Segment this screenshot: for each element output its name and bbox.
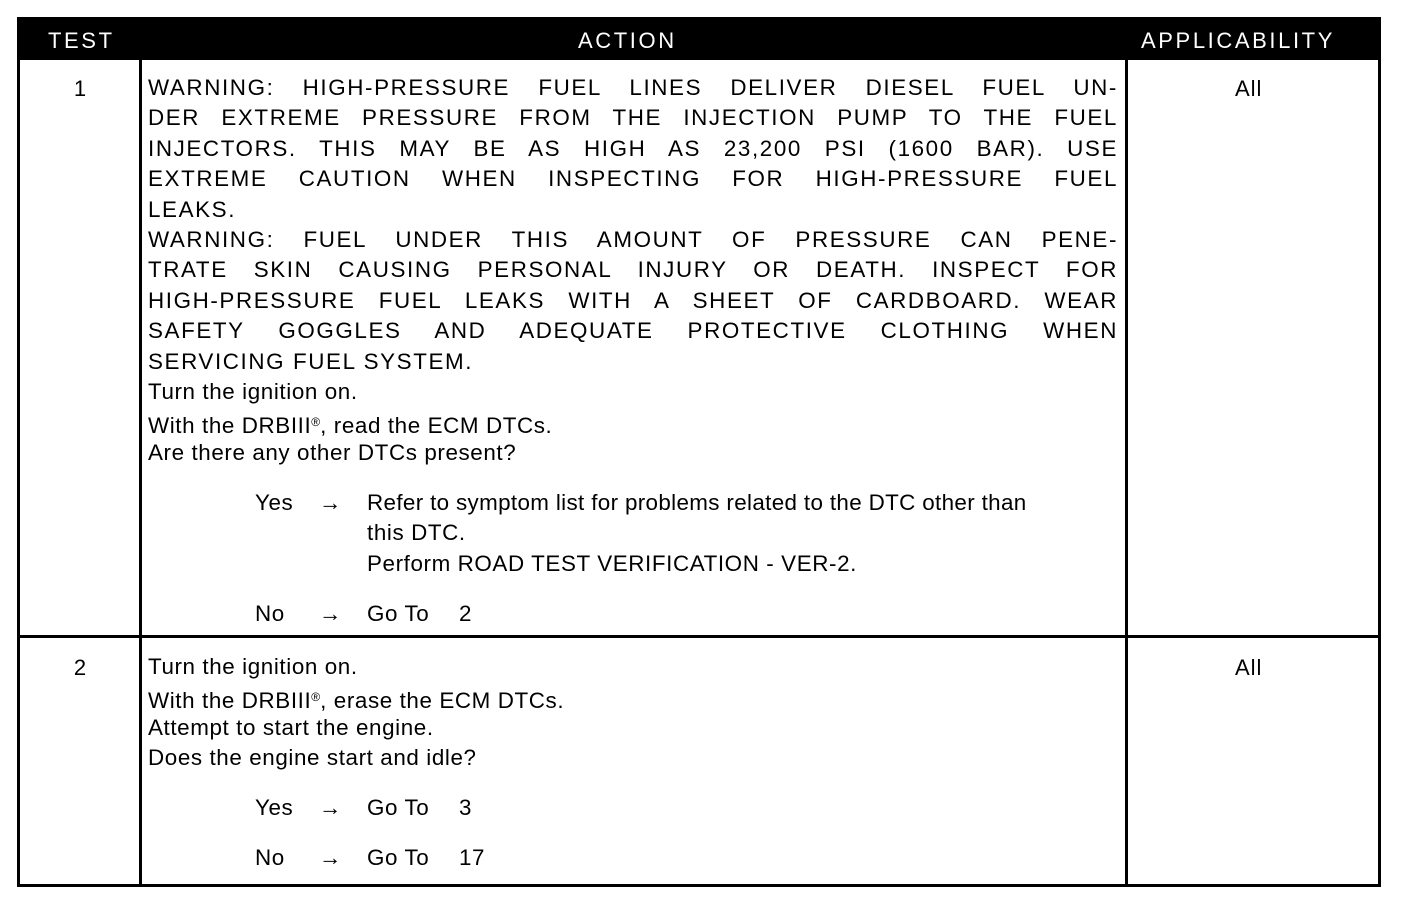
yes-result-1-line-1: Refer to symptom list for problems related to the DTC other than xyxy=(367,490,1027,515)
warning-1-line-2: DER EXTREME PRESSURE FROM THE INJECTION PUMP TO THE FUEL xyxy=(148,105,1118,131)
diagnostic-test-table xyxy=(17,17,1381,887)
row-divider xyxy=(20,635,1378,638)
header-test: TEST xyxy=(48,28,115,53)
no-goto-2: Go To xyxy=(367,845,430,870)
column-divider-test xyxy=(139,60,142,887)
yes-goto-2: Go To xyxy=(367,795,430,820)
yes-label-2: Yes xyxy=(255,795,294,820)
step-1-2-text: With the DRBIII xyxy=(148,413,312,439)
warning-2-line-5: SERVICING FUEL SYSTEM. xyxy=(148,348,474,374)
step-2-2-text: With the DRBIII xyxy=(148,688,312,714)
yes-result-1-line-3: Perform ROAD TEST VERIFICATION - VER-2. xyxy=(367,550,857,576)
applicability-1: All xyxy=(1235,76,1263,101)
warning-2-line-2: TRATE SKIN CAUSING PERSONAL INJURY OR DEATH. INSPECT FOR xyxy=(148,257,1118,283)
test-number-2: 2 xyxy=(73,655,87,680)
applicability-2: All xyxy=(1235,655,1263,680)
no-target-1: 2 xyxy=(459,601,473,626)
warning-2-line-4: SAFETY GOGGLES AND ADEQUATE PROTECTIVE CLOTHING WHEN xyxy=(148,318,1118,344)
test-number-1: 1 xyxy=(73,76,87,101)
no-label-1: No xyxy=(255,601,285,626)
header-applicability: APPLICABILITY xyxy=(1141,28,1335,53)
warning-2-line-1: WARNING: FUEL UNDER THIS AMOUNT OF PRESSURE CAN PENE- xyxy=(148,227,1118,252)
step-2-2-suffix: , erase the ECM DTCs. xyxy=(320,688,565,714)
yes-label-1: Yes xyxy=(255,490,294,515)
yes-arrow-1: → xyxy=(319,490,342,515)
yes-target-2: 3 xyxy=(459,795,473,820)
warning-1-line-3: INJECTORS. THIS MAY BE AS HIGH AS 23,200 PSI (1600 BAR). USE xyxy=(148,135,1118,161)
warning-1-line-4: EXTREME CAUTION WHEN INSPECTING FOR HIGH-PRESSURE FUEL xyxy=(148,166,1118,192)
registered-mark: ® xyxy=(311,415,321,430)
no-goto-1: Go To xyxy=(367,601,430,626)
column-divider-applicability xyxy=(1125,60,1128,887)
yes-result-1-line-2: this DTC. xyxy=(367,520,466,546)
no-arrow-2: → xyxy=(319,845,342,870)
step-2-3: Attempt to start the engine. xyxy=(148,714,434,740)
warning-1-line-1: WARNING: HIGH-PRESSURE FUEL LINES DELIVER DIESEL FUEL UN- xyxy=(148,75,1118,100)
step-1-1: Turn the ignition on. xyxy=(148,379,358,404)
no-arrow-1: → xyxy=(319,601,342,626)
warning-2-line-3: HIGH-PRESSURE FUEL LEAKS WITH A SHEET OF CARDBOARD. WEAR xyxy=(148,287,1118,313)
step-2-2 xyxy=(148,682,1118,716)
warning-1-line-5: LEAKS. xyxy=(148,196,237,222)
table-header xyxy=(20,20,1378,60)
registered-mark: ® xyxy=(311,690,321,705)
step-1-2 xyxy=(148,407,1118,441)
header-action: ACTION xyxy=(578,28,677,53)
step-2-4: Does the engine start and idle? xyxy=(148,745,477,771)
no-target-2: 17 xyxy=(459,845,486,870)
no-label-2: No xyxy=(255,845,285,870)
yes-arrow-2: → xyxy=(319,795,342,820)
step-1-3: Are there any other DTCs present? xyxy=(148,439,517,465)
step-2-1: Turn the ignition on. xyxy=(148,654,358,679)
step-1-2-suffix: , read the ECM DTCs. xyxy=(320,413,553,439)
